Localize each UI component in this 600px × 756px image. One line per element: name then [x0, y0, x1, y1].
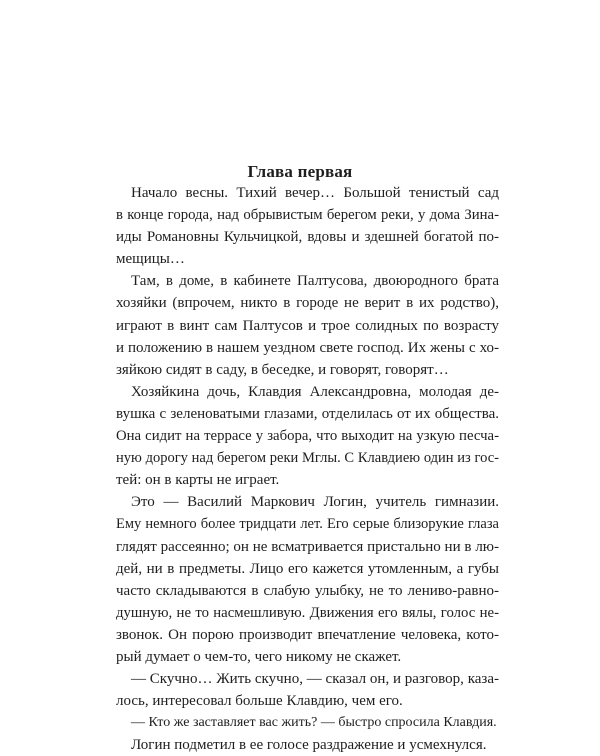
text-line: Это — Василий Маркович Логин, учитель гимназии. [131, 494, 499, 511]
text-line: — Кто же заставляет вас жить? — быстро спросила Клавдия. [131, 715, 497, 731]
text-line: рый думает о чем-то, чего никому не скажет. [116, 648, 402, 665]
text-line: зяйкою сидят в саду, в беседке, и говорят, говорят… [116, 361, 449, 378]
text-line: дей, ни в предметы. Лицо его кажется утомленным, а губы [116, 560, 499, 577]
chapter-text [116, 182, 499, 756]
text-line: часто складываются в слабую улыбку, не то лениво-равно- [116, 582, 499, 599]
text-line: Логин подметил в ее голосе раздражение и усмехнулся. [131, 737, 487, 754]
text-line: Там, в доме, в кабинете Палтусова, двоюродного брата [131, 273, 499, 290]
text-line: вушка с зеленоватыми глазами, отделилась от их общества. [116, 405, 499, 422]
text-line: Хозяйкина дочь, Клавдия Александровна, молодая де- [131, 383, 499, 400]
text-line: мещицы… [116, 251, 185, 268]
text-line: Она сидит на террасе у забора, что выходит на узкую песча- [116, 428, 499, 445]
text-line: звонок. Он порою производит впечатление человека, кото- [116, 626, 499, 643]
text-line: душную, не то насмешливую. Движения его вялы, голос не- [116, 604, 499, 621]
text-line: Начало весны. Тихий вечер… Большой тенистый сад [131, 185, 499, 201]
text-line: и положению в нашем уездном свете господ. Их жены с хо- [116, 339, 499, 356]
text-line: глядят рассеянно; он не всматривается пристально ни в лю- [116, 538, 499, 555]
text-line: играют в винт сам Палтусов и трое солидных по возрасту [116, 317, 499, 334]
text-line: ную дорогу над берегом реки Мглы. С Клавдиею один из гос- [116, 450, 499, 467]
text-line: Ему немного более тридцати лет. Его серые близорукие глаза [116, 516, 499, 533]
text-line: хозяйки (впрочем, никто в городе не верит в их родство), [116, 295, 499, 312]
text-line: лось, интересовал больше Клавдию, чем его. [116, 693, 403, 710]
chapter-title: Глава первая [247, 162, 353, 182]
text-line: в конце города, над обрывистым берегом реки, у дома Зина- [116, 207, 499, 224]
text-line: — Скучно… Жить скучно, — сказал он, и разговор, каза- [131, 671, 499, 688]
text-line: иды Романовны Кульчицкой, вдовы и здешней богатой по- [116, 229, 499, 246]
text-line: тей: он в карты не играет. [116, 472, 280, 489]
